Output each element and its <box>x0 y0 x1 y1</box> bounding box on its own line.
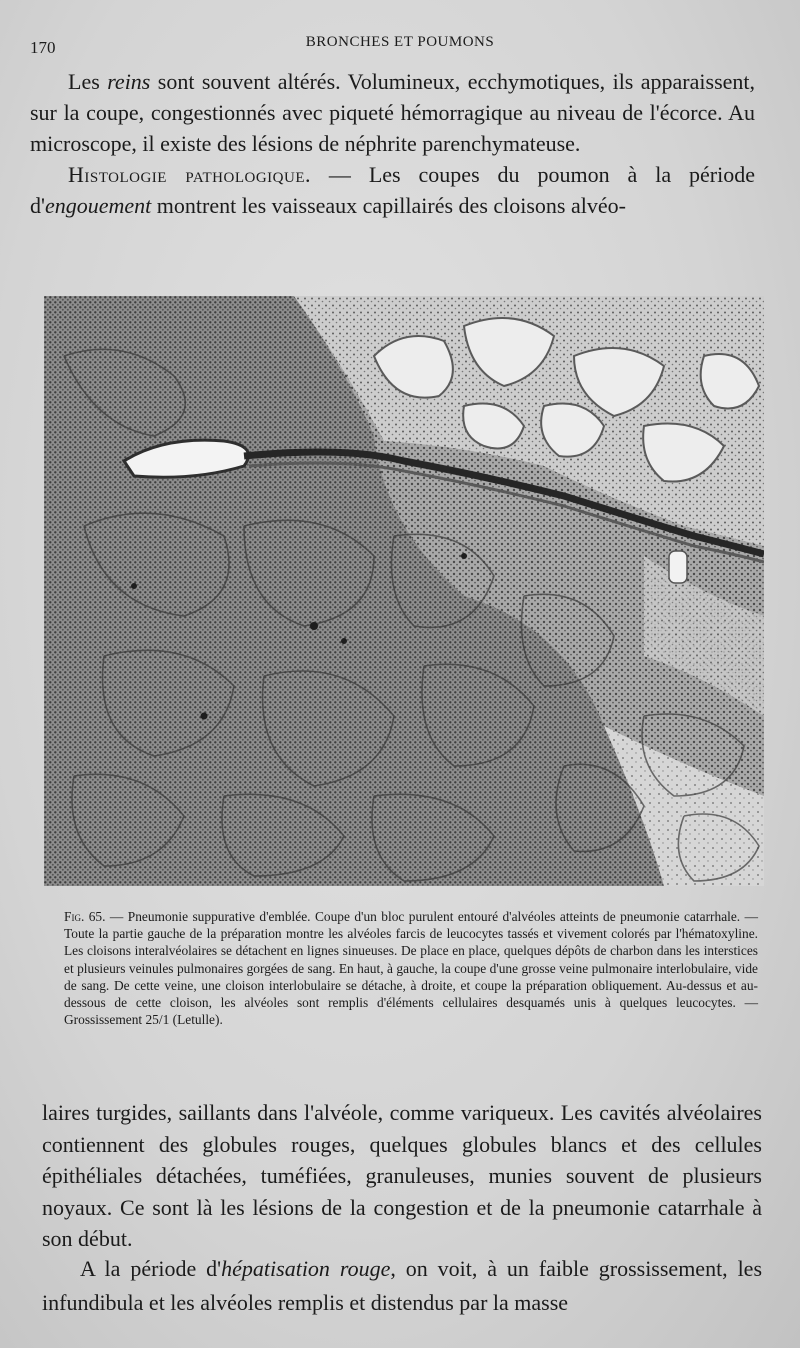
para4-text-start: A la période d' <box>80 1256 222 1281</box>
figure-caption <box>64 908 758 1028</box>
running-head: BRONCHES ET POUMONS <box>305 34 495 50</box>
page-number: 170 <box>30 38 56 57</box>
paragraph-congestion <box>42 1097 762 1255</box>
para4-text-end: , on voit, à un faible grossissement, les infundibula et les alvéoles remplis et distendus par la masse <box>42 1256 763 1315</box>
page-header <box>0 30 800 60</box>
para3-text: laires turgides, saillants dans l'alvéole, comme variqueux. Les cavités alvéolaires contiennent des globules rouges, quelques globules blancs et des cellules épithéliales détachées, tuméfiées, granuleuses, munies souvent de plusieurs noyaux. Ce sont là les lésions de la congestion et de la pneumonie catarrhale à son début. <box>42 1100 762 1251</box>
paragraph-hepatisation-rouge <box>42 1252 762 1320</box>
figure-65-micrograph <box>44 296 764 886</box>
para2-italic-engouement: engouement <box>44 193 152 218</box>
section-heading-histologie: Histologie pathologique. <box>68 162 311 187</box>
lung-section-illustration <box>44 296 764 886</box>
figure-caption-text: — Pneumonie suppurative d'emblée. Coupe d'un bloc purulent entouré d'alvéoles atteints de pneumonie catarrhale. — Toute la partie gauche de la préparation montre les alvéoles farcis de leucocytes tassés et vivement colorés par l'hématoxyline. Les cloisons interalvéolaires se détachent en lignes sinueuses. De place en place, quelques dépôts de charbon dans les interstices et plusieurs veinules pulmonaires gorgées de sang. En haut, à gauche, la coupe d'une grosse veine pulmonaire interlobulaire, vide de sang. De cette veine, une cloison interlobulaire se détache, à droite, et coupe la préparation obliquement. Au-dessus et au-dessous de cette cloison, les alvéoles sont remplis d'éléments cellulaires desquamés unis à quelques leucocytes. — Grossissement 25/1 (Letulle). <box>64 909 758 1028</box>
para1-italic-reins: reins <box>107 69 151 94</box>
paragraph-reins-and-histology <box>30 66 755 221</box>
para2-text-start: — Les coupes du poumon à la période d' <box>30 162 755 218</box>
para4-italic-hepatisation: hépatisation rouge <box>221 1256 391 1281</box>
para1-text-start: Les <box>68 69 108 94</box>
para1-text-end: sont souvent altérés. Volumineux, ecchymotiques, ils apparaissent, sur la coupe, congestionnés avec piqueté hémorragique au niveau de l'écorce. Au microscope, il existe des lésions de néphrite parenchymateuse. <box>30 69 756 156</box>
figure-label: Fig. 65. <box>64 909 106 924</box>
para2-text-end: montrent les vaisseaux capillairés des cloisons alvéo- <box>151 193 626 218</box>
